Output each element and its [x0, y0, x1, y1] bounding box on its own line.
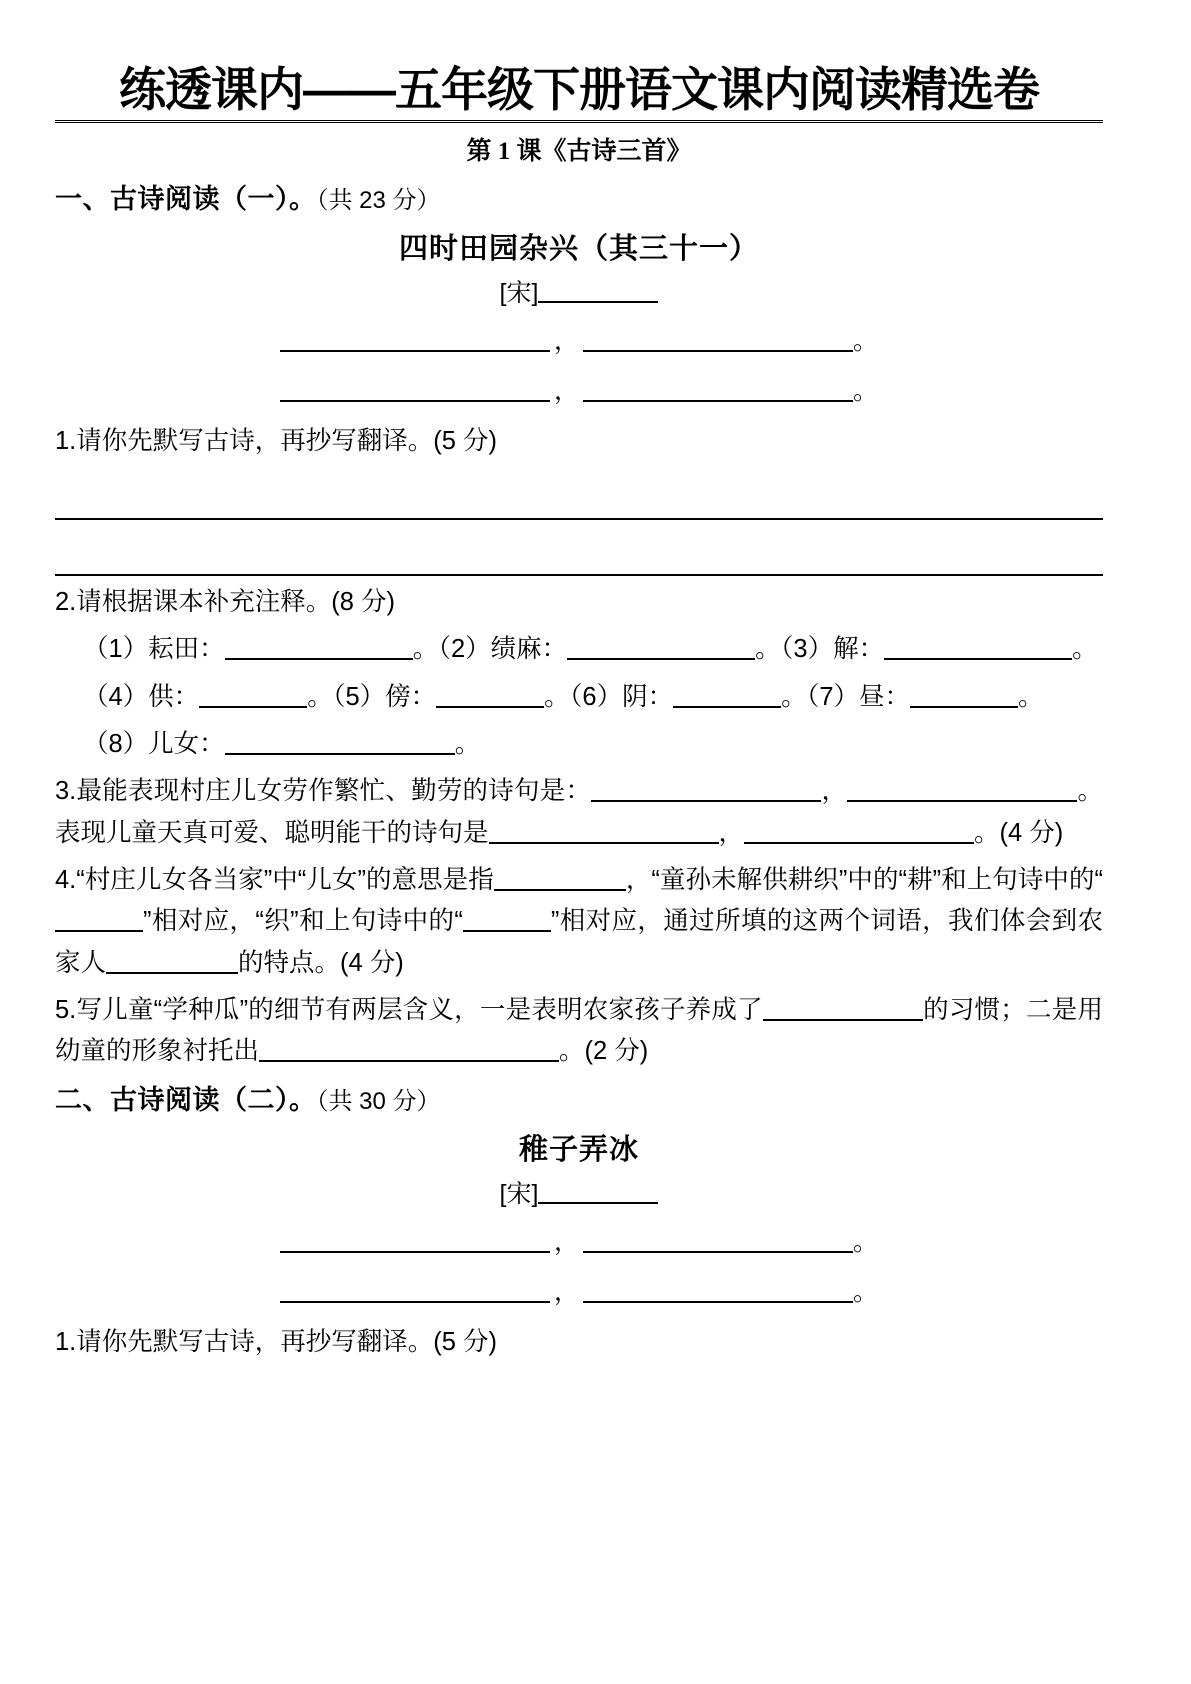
question-4-part-5: ”相对应，通过 — [550, 907, 716, 936]
question-2-row-2 — [55, 677, 1103, 718]
question-4-blank-3[interactable] — [463, 904, 551, 932]
note-item-1-label: （1）耘田： — [83, 635, 225, 664]
note-item-5-label: （5）傍： — [332, 682, 437, 711]
section-one-label: 一、古诗阅读（一）。 — [55, 184, 317, 215]
poem-blank-2b[interactable] — [583, 374, 853, 402]
question-4-part-1: 4.“村庄儿女各当家”中“儿女”的意思是指 — [55, 865, 494, 894]
question-4-part-6: 所填的这两个词语，我们体会到农家人 — [55, 907, 1103, 977]
question-4-part-3: “耕”和上句诗中的“ — [898, 865, 1104, 894]
poem-title-one: 四时田园杂兴（其三十一） — [398, 232, 759, 265]
note-item-1 — [83, 635, 438, 663]
note-item-2 — [438, 635, 780, 663]
poem-blank-1a[interactable] — [280, 324, 550, 352]
poem-blank-line-2 — [55, 371, 1103, 407]
question-4-part-7: 的特点。(4 分) — [238, 948, 404, 977]
section-heading-two — [55, 1082, 1103, 1118]
poem-blank-2a[interactable] — [280, 374, 550, 402]
note-end-7: 。 — [1018, 682, 1044, 711]
poem-period-2: 。 — [853, 376, 879, 405]
poem-blank-line-4 — [55, 1272, 1103, 1308]
question-3-blank-2[interactable] — [847, 774, 1077, 802]
note-item-8 — [83, 730, 480, 758]
question-2-row-3 — [55, 724, 1103, 765]
note-end-3: 。 — [1072, 635, 1098, 664]
question-1-text: 1.请你先默写古诗，再抄写翻译。(5 分) — [55, 426, 498, 455]
question-4-part-2: ，“童孙未解供耕织”中的 — [625, 865, 899, 894]
author-blank-two[interactable] — [538, 1176, 658, 1204]
dynasty-label-two: [宋] — [499, 1179, 539, 1208]
note-blank-4[interactable] — [199, 680, 307, 708]
note-end-5: 。 — [544, 682, 570, 711]
question-3-blank-4[interactable] — [744, 816, 974, 844]
note-item-7 — [807, 683, 1044, 711]
question-4-text — [55, 860, 1103, 984]
poem-author-two — [55, 1174, 1103, 1210]
poem-author-one — [55, 273, 1103, 309]
note-end-2: 。 — [755, 635, 781, 664]
question-5-part-2: 的习惯；二是用幼童的形象衬托出 — [55, 995, 1103, 1066]
lesson-subtitle: 第 1 课《古诗三首》 — [466, 138, 692, 166]
note-blank-5[interactable] — [436, 680, 544, 708]
question-1b-text: 1.请你先默写古诗，再抄写翻译。(5 分) — [55, 1327, 498, 1356]
poem-period-3: 。 — [853, 1227, 879, 1256]
poem-blank-line-3 — [55, 1222, 1103, 1258]
poem-blank-1b[interactable] — [583, 324, 853, 352]
question-4-blank-1[interactable] — [494, 863, 626, 891]
section-one-points: （共 23 分） — [316, 187, 441, 215]
poem-blank-3b[interactable] — [583, 1225, 853, 1253]
poem-comma-1: ， — [553, 326, 579, 355]
question-3-blank-3[interactable] — [489, 816, 719, 844]
poem-period-1: 。 — [853, 326, 879, 355]
question-5-blank-2[interactable] — [259, 1034, 559, 1062]
dynasty-label-one: [宋] — [499, 278, 539, 307]
question-2-row-1 — [55, 629, 1103, 670]
note-item-3-label: （3）解： — [780, 635, 885, 664]
note-blank-2[interactable] — [567, 632, 755, 660]
poem-title-two: 稚子弄冰 — [518, 1133, 639, 1166]
note-item-7-label: （7）昼： — [806, 682, 911, 711]
question-2-text: 2.请根据课本补充注释。(8 分) — [55, 588, 396, 617]
answer-line-1[interactable] — [55, 464, 1103, 520]
page-title: 练透课内——五年级下册语文课内阅读精选卷 — [55, 62, 1103, 123]
note-blank-3[interactable] — [884, 632, 1072, 660]
answer-line-2[interactable] — [55, 520, 1103, 576]
poem-comma-3: ， — [553, 1227, 579, 1256]
note-item-4 — [83, 683, 333, 711]
question-3-comma-2: ， — [718, 818, 745, 847]
question-3-text — [55, 771, 1103, 854]
question-3-part-1: 3.最能表现村庄儿女劳作繁忙、勤劳的诗句是： — [55, 777, 592, 806]
poem-blank-line-1 — [55, 321, 1103, 357]
note-end-8: 。 — [454, 730, 481, 759]
note-item-4-label: （4）供： — [83, 682, 200, 711]
note-blank-1[interactable] — [225, 632, 413, 660]
question-3-points: 。(4 分) — [974, 818, 1064, 847]
question-3-blank-1[interactable] — [591, 774, 821, 802]
note-blank-7[interactable] — [910, 680, 1018, 708]
note-item-8-label: （8）儿女： — [83, 730, 225, 759]
poem-blank-4a[interactable] — [280, 1275, 550, 1303]
note-item-5 — [333, 683, 570, 711]
poem-blank-3a[interactable] — [280, 1225, 550, 1253]
note-end-6: 。 — [781, 682, 807, 711]
question-5-part-1: 5.写儿童“学种瓜”的细节有两层含义，一是表明农家孩子养成了 — [55, 995, 763, 1024]
question-5-part-3: 。(2 分) — [559, 1037, 649, 1066]
page-content — [55, 62, 1103, 1365]
question-3-comma-1: ， — [821, 777, 848, 806]
note-blank-8[interactable] — [225, 727, 455, 755]
section-two-label: 二、古诗阅读（二）。 — [55, 1085, 317, 1116]
question-5-text — [55, 990, 1103, 1073]
note-item-6 — [570, 683, 807, 711]
question-4-part-4: ”相对应，“织”和上句诗中的“ — [143, 907, 463, 936]
question-4-blank-2[interactable] — [55, 904, 143, 932]
question-3-period-1: 。 — [1077, 777, 1103, 806]
question-3-part-2: 表现儿童天真可爱、聪明能干的诗句是 — [55, 818, 489, 847]
author-blank-one[interactable] — [538, 275, 658, 303]
note-item-2-label: （2）绩麻： — [438, 635, 568, 664]
poem-comma-2: ， — [553, 376, 579, 405]
note-end-1: 。 — [412, 635, 439, 664]
note-blank-6[interactable] — [673, 680, 781, 708]
poem-blank-4b[interactable] — [583, 1275, 853, 1303]
poem-comma-4: ， — [553, 1277, 579, 1306]
poem-period-4: 。 — [853, 1277, 879, 1306]
note-end-4: 。 — [307, 682, 333, 711]
question-4-blank-4[interactable] — [106, 946, 238, 974]
section-heading-one — [55, 181, 1103, 217]
question-5-blank-1[interactable] — [763, 993, 923, 1021]
note-item-3 — [781, 635, 1098, 663]
note-item-6-label: （6）阴： — [569, 682, 674, 711]
section-two-points: （共 30 分） — [316, 1088, 441, 1116]
